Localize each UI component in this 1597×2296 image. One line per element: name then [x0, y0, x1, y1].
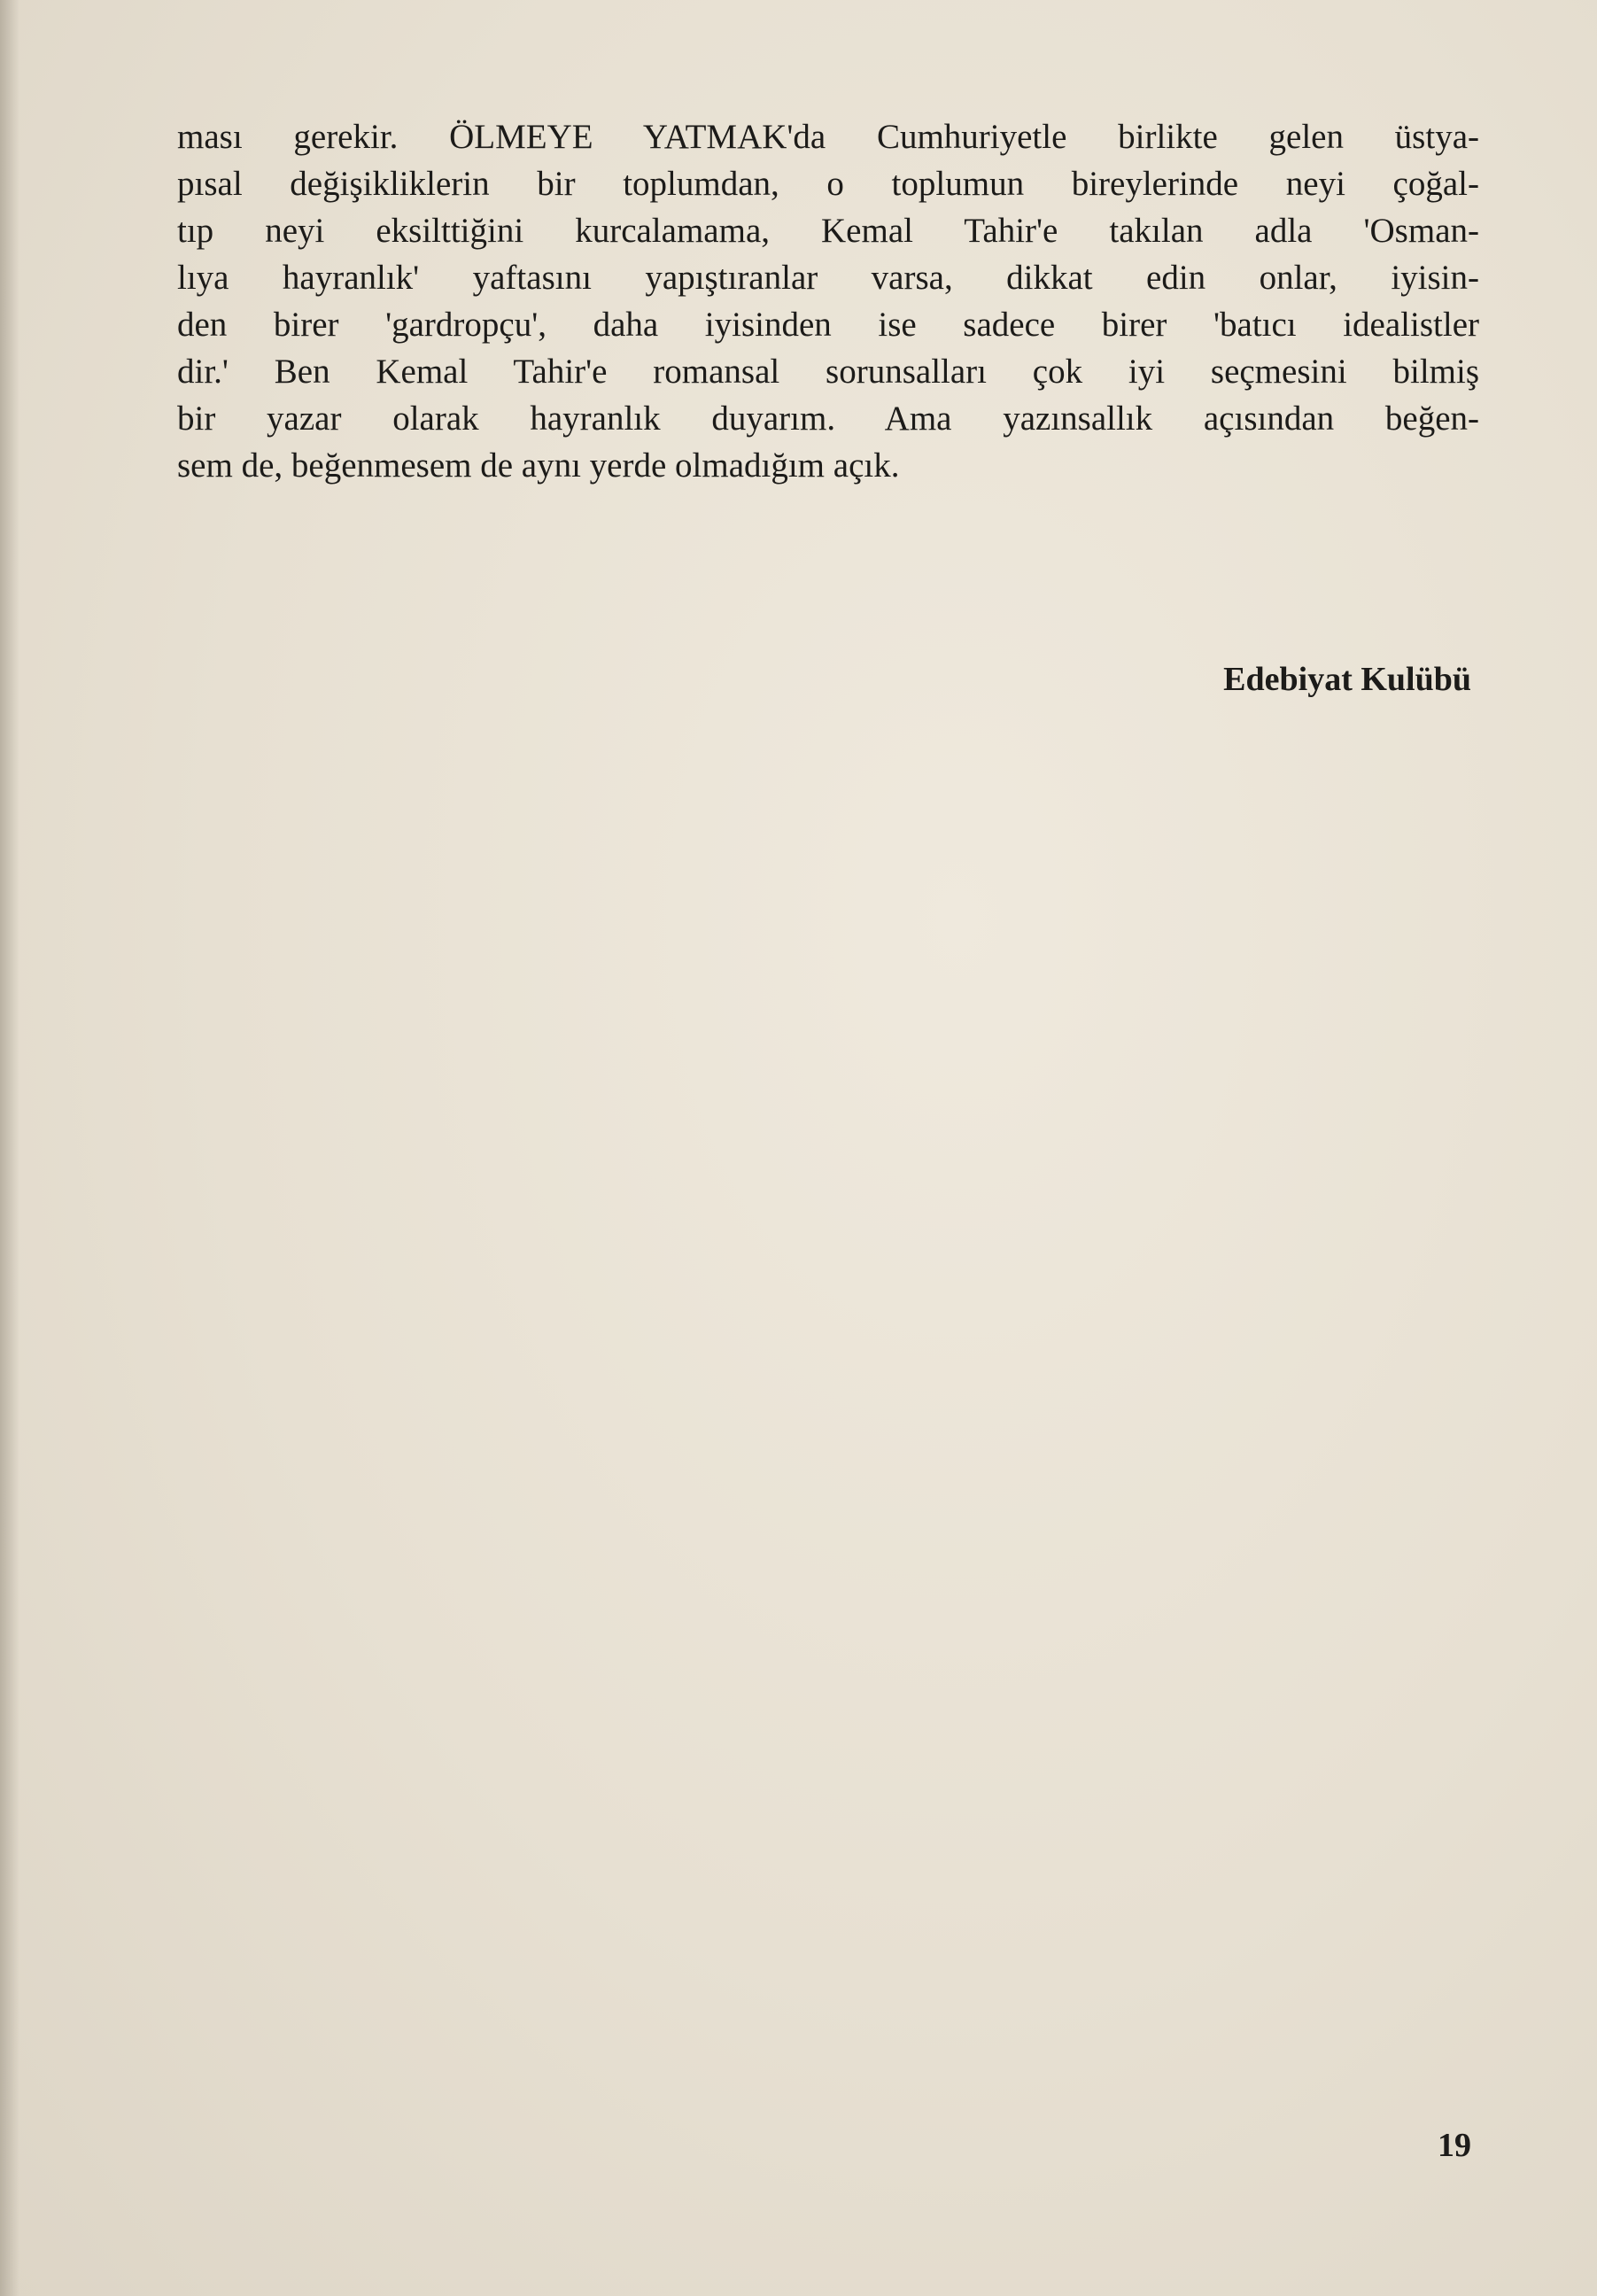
paragraph-line: sem de, beğenmesem de aynı yerde olmadığım açık.	[177, 446, 900, 485]
paragraph-line: ması gerekir. ÖLMEYE YATMAK'da Cumhuriyetle birlikte gelen üstya-	[177, 118, 1479, 156]
binding-shadow	[0, 0, 19, 2296]
paragraph-line: pısal değişikliklerin bir toplumdan, o toplumun bireylerinde neyi çoğal-	[177, 165, 1479, 203]
paragraph-line: den birer 'gardropçu', daha iyisinden ise sadece birer 'batıcı idealistler	[177, 306, 1479, 344]
paragraph-line: lıya hayranlık' yaftasını yapıştıranlar varsa, dikkat edin onlar, iyisin-	[177, 259, 1479, 297]
paragraph-line: bir yazar olarak hayranlık duyarım. Ama yazınsallık açısından beğen-	[177, 399, 1479, 438]
page-number: 19	[1438, 2127, 1471, 2164]
paragraph-line: dir.' Ben Kemal Tahir'e romansal sorunsalları çok iyi seçmesini bilmiş	[177, 353, 1479, 391]
author-signature: Edebiyat Kulübü	[1223, 661, 1471, 698]
paragraph-line: tıp neyi eksilttiğini kurcalamama, Kemal Tahir'e takılan adla 'Osman-	[177, 212, 1479, 250]
body-paragraph	[177, 113, 1479, 489]
